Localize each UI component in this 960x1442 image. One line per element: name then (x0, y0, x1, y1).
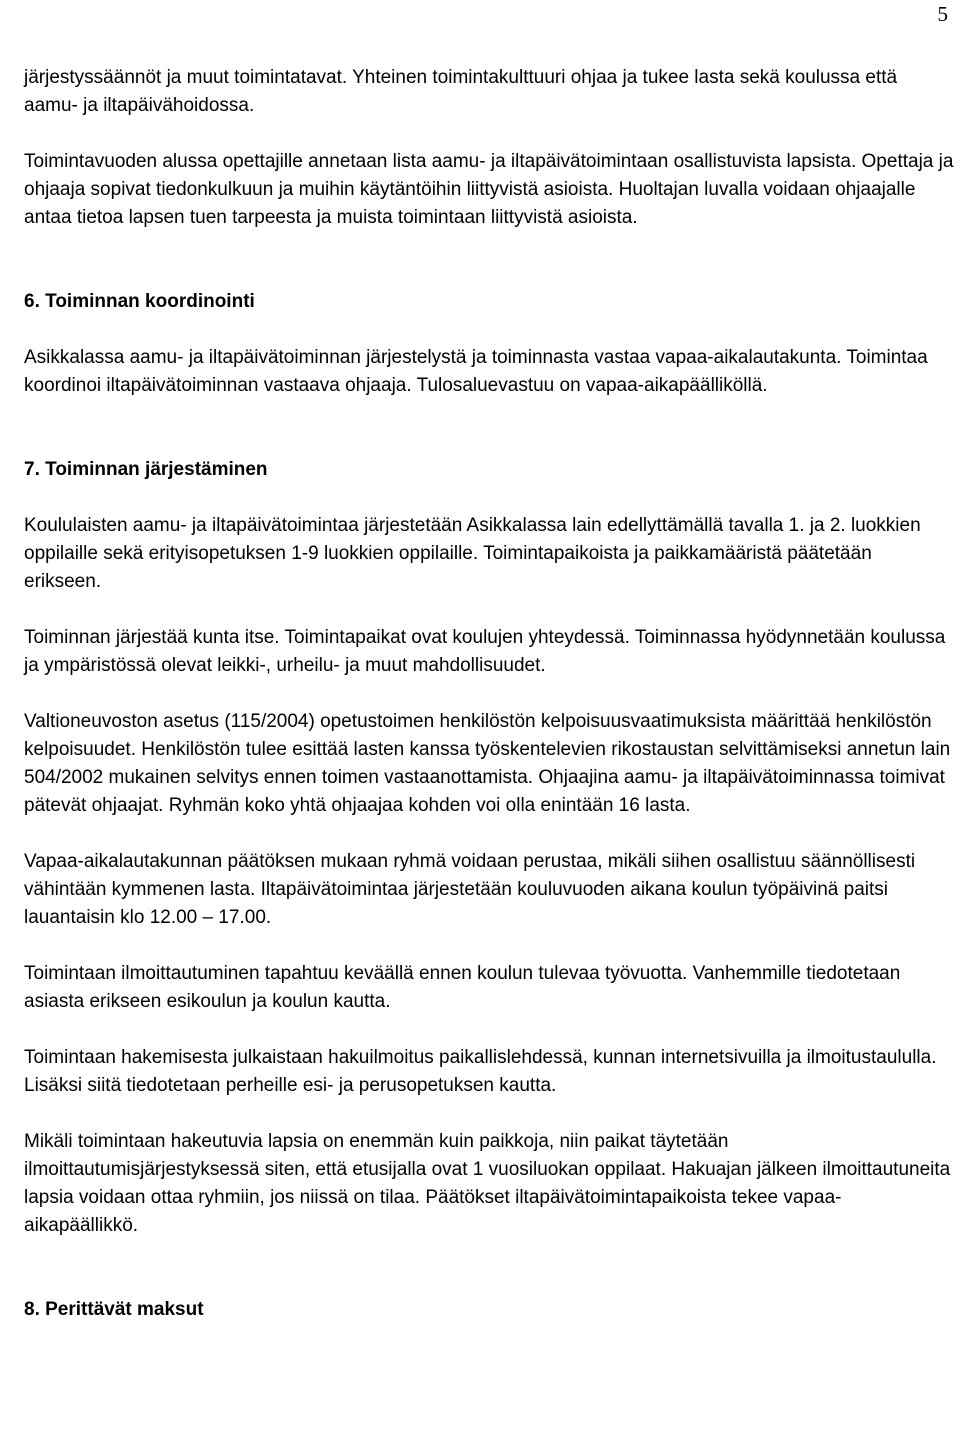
paragraph-registration: Toimintaan ilmoittautuminen tapahtuu keväällä ennen koulun tulevaa työvuotta. Vanhemmille tiedotetaan asiasta erikseen esikoulun ja koulun kautta. (24, 963, 901, 1012)
document-body (24, 64, 954, 1324)
paragraph-announcement: Toimintaan hakemisesta julkaistaan hakuilmoitus paikallislehdessä, kunnan internetsivuilla ja ilmoitustaululla. Lisäksi siitä tiedotetaan perheille esi- ja perusopetuksen kautta. (24, 1047, 937, 1096)
section-heading-coordination: 6. Toiminnan koordinointi (24, 291, 255, 312)
paragraph-organizing: Koululaisten aamu- ja iltapäivätoimintaa järjestetään Asikkalassa lain edellyttämällä tavalla 1. ja 2. luokkien oppilaille sekä erityisopetuksen 1-9 luokkien oppilaille. Toimintapaikoista ja paikkamääristä päätetään erikseen. (24, 515, 921, 592)
paragraph-coordination: Asikkalassa aamu- ja iltapäivätoiminnan järjestelystä ja toiminnasta vastaa vapaa-aikalautakunta. Toimintaa koordinoi iltapäivätoiminnan vastaava ohjaaja. Tulosaluevastuu on vapaa-aikapäälliköllä. (24, 347, 928, 396)
paragraph-rules: järjestyssäännöt ja muut toimintatavat. Yhteinen toimintakulttuuri ohjaa ja tukee lasta sekä koulussa että aamu- ja iltapäivähoidossa. (24, 67, 898, 116)
page-number: 5 (937, 2, 948, 26)
paragraph-teacher-list: Toimintavuoden alussa opettajille annetaan lista aamu- ja iltapäivätoimintaan osallistuvista lapsista. Opettaja ja ohjaaja sopivat tiedonkulkuun ja muihin käytäntöihin liittyvistä asioista. Huoltajan luvalla voidaan ohjaajalle antaa tietoa lapsen tuen tarpeesta ja muista toimintaan liittyvistä asioista. (24, 151, 954, 228)
paragraph-selection: Mikäli toimintaan hakeutuvia lapsia on enemmän kuin paikkoja, niin paikat täytetään ilmoittautumisjärjestyksessä siten, että etusijalla ovat 1 vuosiluokan oppilaat. Hakuajan jälkeen ilmoittautuneita lapsia voidaan ottaa ryhmiin, jos niissä on tilaa. Päätökset iltapäivätoimintapaikoista tekee vapaa-aikapäällikkö. (24, 1131, 951, 1236)
paragraph-staff-qualifications: Valtioneuvoston asetus (115/2004) opetustoimen henkilöstön kelpoisuusvaatimuksista määrittää henkilöstön kelpoisuudet. Henkilöstön tulee esittää lasten kanssa työskentelevien rikostaustan selvittämiseksi annetun lain 504/2002 mukainen selvitys ennen toimen vastaanottamista. Ohjaajina aamu- ja iltapäivätoiminnassa toimivat pätevät ohjaajat. Ryhmän koko yhtä ohjaajaa kohden voi olla enintään 16 lasta. (24, 711, 951, 816)
paragraph-municipality: Toiminnan järjestää kunta itse. Toimintapaikat ovat koulujen yhteydessä. Toiminnassa hyödynnetään koulussa ja ympäristössä olevat leikki-, urheilu- ja muut mahdollisuudet. (24, 627, 946, 676)
section-heading-organizing: 7. Toiminnan järjestäminen (24, 459, 268, 480)
paragraph-group-size: Vapaa-aikalautakunnan päätöksen mukaan ryhmä voidaan perustaa, mikäli siihen osallistuu säännöllisesti vähintään kymmenen lasta. Iltapäivätoimintaa järjestetään kouluvuoden aikana koulun työpäivinä paitsi lauantaisin klo 12.00 – 17.00. (24, 851, 916, 928)
section-heading-fees: 8. Perittävät maksut (24, 1299, 204, 1320)
